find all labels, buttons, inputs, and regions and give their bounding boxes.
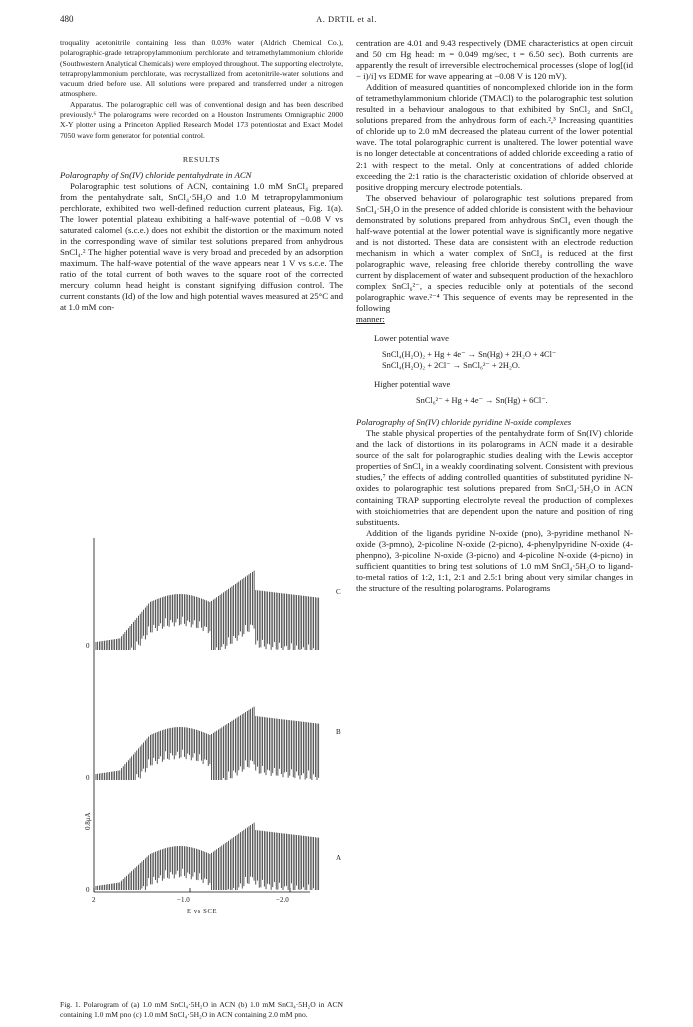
equation-1: SnCl₄(H₂O)₂ + Hg + 4e⁻ → Sn(Hg) + 2H₂O + 4Cl⁻ bbox=[382, 350, 557, 360]
zero-label-a: 0 bbox=[86, 886, 90, 894]
equation-3: SnCl₆²⁻ + Hg + 4e⁻ → Sn(Hg) + 6Cl⁻. bbox=[416, 396, 548, 406]
left-column bbox=[60, 38, 343, 314]
polarogram-traces bbox=[80, 530, 350, 992]
materials-paragraph: troquality acetonitrile containing less than 0.03% water (Aldrich Chemical Co.), polarographic-grade tetrapropylammonium perchlorate and tetramethylammonium chloride (Southwestern Analytical Chemicals) were employed throughout. The supporting electrolyte, tetrapropylammonium perchlorate, was recrystallized from acetonitrile-water solutions and vacuum dried before use. All solutions were prepared and transferred under a nitrogen atmosphere. bbox=[60, 38, 343, 99]
figure-1-polarogram bbox=[80, 530, 350, 992]
right-paragraph-1: centration are 4.01 and 9.43 respectively (DME characteristics at open circuit and 50 cm Hg head: m = 0.049 mg/sec, t = 6.50 sec). Both currents are apparently the result of irreversible electrochemical processes (slope of log[(id − i)/i] vs EDME for wave appearing at −0.08 V is 120 mV). bbox=[356, 38, 633, 82]
x-origin-label: 2 bbox=[92, 896, 96, 904]
page-header bbox=[60, 14, 633, 28]
y-scale-label: 0.8μA bbox=[84, 812, 92, 830]
right-paragraph-3-end bbox=[356, 314, 633, 325]
zero-label-b: 0 bbox=[86, 774, 90, 782]
pno-subheading: Polarography of Sn(IV) chloride pyridine N-oxide complexes bbox=[356, 417, 572, 428]
right-paragraph-5: Addition of the ligands pyridine N-oxide (pno), 3-pyridine methanol N-oxide (3-pmno), 2-picoline N-oxide (2-picno), 4-phenylpyridine N-oxide (4-phenpno), 3-picoline N-oxide (3-picno) and 4-picoline N-oxide (4-picno) in sufficient quantities to bring test solutions of 1.0 mM SnCl₄·5H₂O to ligand-to-metal ratios of 1:2, 1:1, 2:1 and 2.5:1 bring about very similar changes in the structure of the resulting polarograms. Polarograms bbox=[356, 527, 633, 593]
right-paragraph-3: The observed behaviour of polarographic test solutions prepared from SnCl₄·5H₂O in the presence of added chloride is consistent with the behaviour demonstrated by solutions prepared from anhydrous SnCl₄ even though the half-wave potential at the lower potential wave is significantly more negative and is not distorted. These data are consistent with an electrode reduction mechanism in which a water complex of SnCl₄ is reduced at the first polarographic wave, releasing free chloride thereby controlling the wave current by displacement of water and subsequent production of the hexachloro complex SnCl₆²⁻, a species reducible only at potentials of the second polarographic wave.²⁻⁴ This sequence of events may be represented in the following bbox=[356, 192, 633, 314]
curve-label-a: A bbox=[336, 854, 342, 862]
curve-label-b: B bbox=[336, 728, 341, 736]
results-subheading: Polarography of Sn(IV) chloride pentahydrate in ACN bbox=[60, 169, 252, 180]
right-paragraph-2: Addition of measured quantities of noncomplexed chloride ion in the form of tetramethylammonium chloride (TMACl) to the polarographic test solution resulted in a behaviour analogous to that exhibited by SnCl₂ and SnCl₄ solutions prepared from the anhydrous form of each.²,³ Increasing quantities of chloride up to 2.0 mM decreased the plateau current of the lower potential wave. The total polarographic current is unaltered. The lower potential wave is no longer detectable at concentrations of added chloride exceeding a ratio of 2:1 with respect to the metal. Only at concentrations of added chloride exceeding the 2:1 ratio is the characteristic oxidation of chloride observed at positive dropping mercury electrode potentials. bbox=[356, 82, 633, 192]
x-tick-label-1: −1.0 bbox=[177, 896, 190, 904]
higher-wave-label: Higher potential wave bbox=[374, 379, 451, 390]
results-paragraph: Polarographic test solutions of ACN, containing 1.0 mM SnCl₄ prepared from the pentahydrate salt, SnCl₄·5H₂O and 1.0 M tetrapropylammonium perchlorate, exhibited two well-defined reduction current plateaus, Fig. 1(a). The lower potential plateau exhibiting a half-wave potential of −0.08 V vs saturated calomel (s.c.e.) does not exhibit the distortion or the maximum noted in the corresponding wave of similar test solutions prepared from anhydrous SnCl₄.² The higher potential wave is very broad and preceded by an adsorption maximum. The half-wave potential of the wave appears near 1 V vs s.c.e. The ratio of the total current of both waves to the square root of the corrected mercury column head height is constant signifying diffusion control. The current constants (Id) of the low and high potential waves measured at 25°C and at 1.0 mM con- bbox=[60, 180, 343, 313]
apparatus-paragraph: Apparatus. The polarographic cell was of conventional design and has been described previously.⁶ The polarograms were recorded on a Houston Instruments Omnigraphic 2000 X-Y plotter using a Princeton Applied Research Model 173 potentiostat and Exact Model 7050 wave form generator for potential control. bbox=[60, 99, 343, 140]
zero-label-c: 0 bbox=[86, 642, 90, 650]
lower-wave-label: Lower potential wave bbox=[374, 333, 449, 344]
page-number: 480 bbox=[60, 14, 74, 24]
right-column bbox=[356, 38, 633, 594]
figure-caption: Fig. 1. Polarogram of (a) 1.0 mM SnCl₄·5H₂O in ACN (b) 1.0 mM SnCl₄·5H₂O in ACN containing 1.0 mM pno (c) 1.0 mM SnCl₄·5H₂O in ACN containing 2.0 mM pno. bbox=[60, 1000, 343, 1019]
results-heading: RESULTS bbox=[182, 154, 221, 164]
running-title: A. DRTIL et al. bbox=[316, 14, 377, 24]
manner-word: manner: bbox=[356, 314, 385, 325]
equation-2: SnCl₄(H₂O)₂ + 2Cl⁻ → SnCl₆²⁻ + 2H₂O. bbox=[382, 361, 521, 371]
right-paragraph-4: The stable physical properties of the pentahydrate form of Sn(IV) chloride and the lack of distortions in its polarograms in ACN made it a desirable source of the salt for polarographic studies dealing with the Lewis acceptor properties of SnCl₄ in a weakly coordinating solvent. Consistent with previous studies,⁷ the effects of adding controlled quantities of substituted pyridine N-oxides to polarographic test solutions prepared from SnCl₄·5H₂O in ACN containing TRAP supporting electrolyte reveal the production of complexes with stoichiometries that are dependent upon the nature and position of ring substituents. bbox=[356, 428, 633, 527]
curve-label-c: C bbox=[336, 588, 341, 596]
x-axis-label: E vs SCE bbox=[187, 908, 218, 915]
x-tick-label-2: −2.0 bbox=[276, 896, 289, 904]
